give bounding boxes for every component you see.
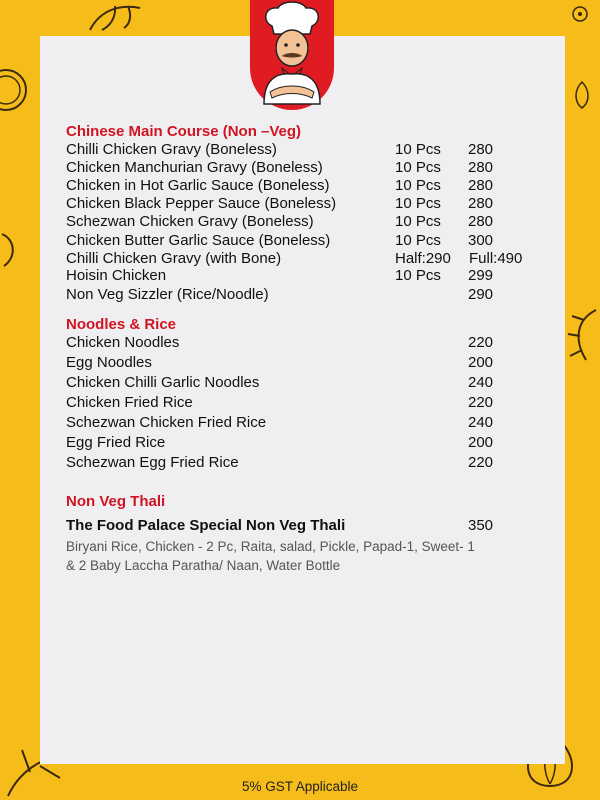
- item-price: 300: [468, 232, 494, 249]
- section-title-noodles-rice: Noodles & Rice: [66, 316, 177, 333]
- item-name: Chicken Butter Garlic Sauce (Boneless): [66, 232, 331, 249]
- menu-item-row: [0, 267, 600, 285]
- item-qty: 10 Pcs: [395, 141, 441, 158]
- gst-footer-note: 5% GST Applicable: [241, 779, 359, 794]
- item-price: 240: [468, 374, 494, 391]
- menu-item-row: [0, 141, 600, 159]
- item-price: 280: [468, 213, 494, 230]
- item-name: Chilli Chicken Gravy (with Bone): [66, 250, 282, 267]
- item-qty: 10 Pcs: [395, 177, 441, 194]
- item-name: Non Veg Sizzler (Rice/Noodle): [66, 286, 269, 303]
- item-price: 220: [468, 334, 494, 351]
- menu-item-row: [0, 232, 600, 250]
- menu-item-row: [0, 286, 600, 304]
- item-name: Schezwan Chicken Gravy (Boneless): [66, 213, 314, 230]
- item-name: Chicken Chilli Garlic Noodles: [66, 374, 260, 391]
- item-name: Chilli Chicken Gravy (Boneless): [66, 141, 277, 158]
- item-name: Hoisin Chicken: [66, 267, 167, 284]
- item-name: Chicken in Hot Garlic Sauce (Boneless): [66, 177, 330, 194]
- parsley-leaf-icon: [80, 0, 150, 36]
- item-name: Schezwan Egg Fried Rice: [66, 454, 239, 471]
- item-price: 220: [468, 394, 494, 411]
- item-name: Chicken Noodles: [66, 334, 180, 351]
- menu-item-row: [0, 394, 600, 412]
- item-name: Chicken Fried Rice: [66, 394, 193, 411]
- item-qty: 10 Pcs: [395, 232, 441, 249]
- item-qty: 10 Pcs: [395, 267, 441, 284]
- menu-item-row: [0, 334, 600, 352]
- gear-flower-icon: [570, 4, 590, 24]
- menu-item-row: [0, 195, 600, 213]
- chef-mascot-icon: [252, 0, 332, 106]
- item-price: 299: [468, 267, 494, 284]
- section-title-thali: Non Veg Thali: [66, 493, 166, 510]
- item-name: Chicken Manchurian Gravy (Boneless): [66, 159, 323, 176]
- item-qty: 10 Pcs: [395, 195, 441, 212]
- item-price: 240: [468, 414, 494, 431]
- item-price: 280: [468, 159, 494, 176]
- item-name: Egg Fried Rice: [66, 434, 166, 451]
- menu-item-row: [0, 354, 600, 372]
- item-price: 200: [468, 434, 494, 451]
- thali-item-description: Biryani Rice, Chicken - 2 Pc, Raita, salad, Pickle, Papad-1, Sweet- 1 & 2 Baby Laccha Paratha/ Naan, Water Bottle: [66, 539, 475, 573]
- item-name: Egg Noodles: [66, 354, 152, 371]
- thali-item-name: The Food Palace Special Non Veg Thali: [66, 517, 346, 534]
- item-price: 200: [468, 354, 494, 371]
- item-price: 280: [468, 177, 494, 194]
- item-price: 290: [468, 286, 494, 303]
- section-title-main-course: Chinese Main Course (Non –Veg): [66, 123, 302, 140]
- thali-item-price: 350: [468, 517, 494, 534]
- item-name: Chicken Black Pepper Sauce (Boneless): [66, 195, 337, 212]
- menu-item-row: [0, 454, 600, 472]
- menu-item-row: [0, 414, 600, 432]
- item-half-price: Half:290: [395, 250, 451, 267]
- lemon-slice-icon: [0, 60, 30, 120]
- item-price: 280: [468, 195, 494, 212]
- menu-item-row: [0, 374, 600, 392]
- menu-item-row: [0, 213, 600, 231]
- item-full-price: Full:490: [469, 250, 523, 267]
- item-qty: 10 Pcs: [395, 213, 441, 230]
- chef-badge: [250, 0, 334, 110]
- item-name: Schezwan Chicken Fried Rice: [66, 414, 267, 431]
- leaf-icon: [572, 80, 592, 110]
- menu-item-row: [0, 177, 600, 195]
- menu-item-row: [0, 159, 600, 177]
- item-price: 220: [468, 454, 494, 471]
- menu-item-row: [0, 250, 600, 268]
- item-qty: 10 Pcs: [395, 159, 441, 176]
- item-price: 280: [468, 141, 494, 158]
- menu-item-row: [0, 434, 600, 452]
